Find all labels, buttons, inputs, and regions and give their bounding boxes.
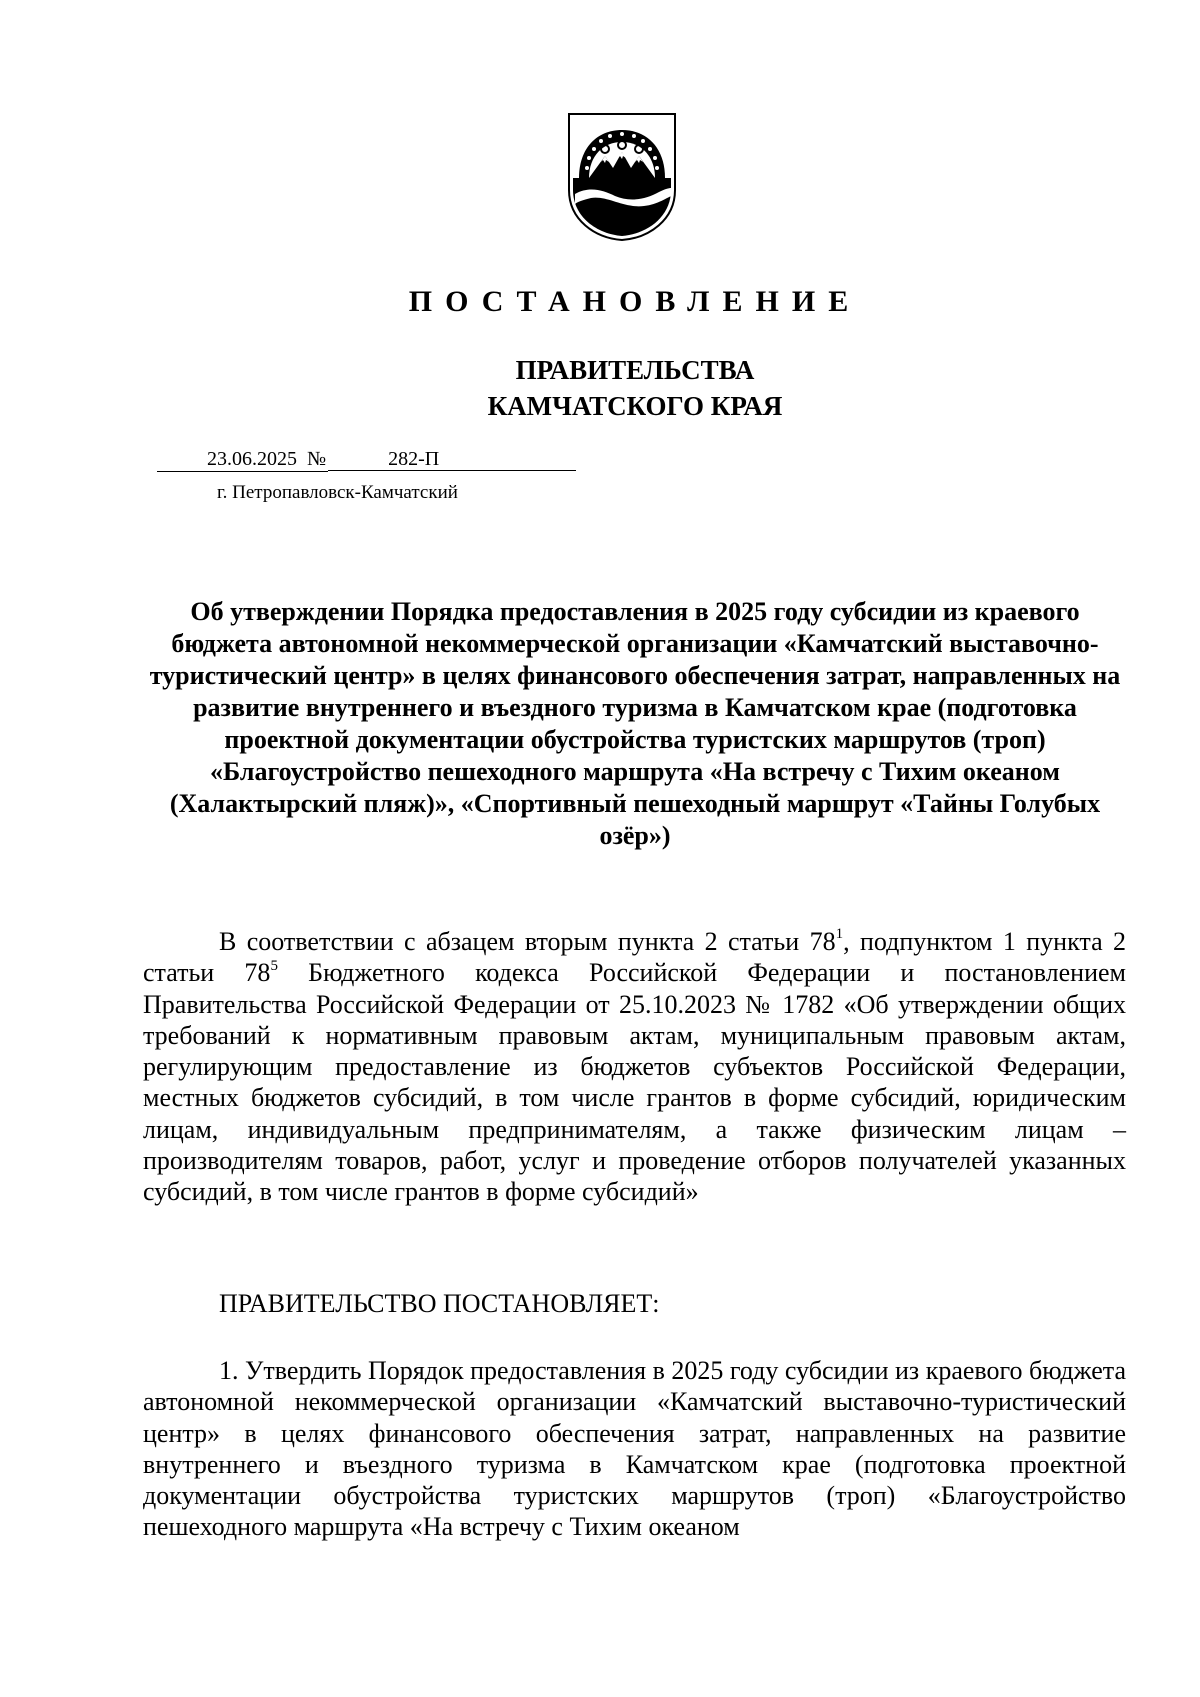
document-date: 23.06.2025 (157, 447, 305, 472)
preamble-text-3: Бюджетного кодекса Российской Федерации и постановлением Правительства Российской Федерации от 25.10.2023 № 1782 «Об утверждении общих требований к нормативным правовым актам, муниципальным правовым актам, регулирующим предоставление из бюджетов субъектов Российской Федерации, местных бюджетов субсидий, в том числе грантов в форме субсидий, юридическим лицам, индивидуальным предпринимателям, а также физическим лицам – производителям товаров, работ, услуг и проведение отборов получателей указанных субсидий, в том числе грантов в форме субсидий» (143, 958, 1126, 1207)
decree-phrase: ПРАВИТЕЛЬСТВО ПОСТАНОВЛЯЕТ: (219, 1289, 660, 1318)
preamble-text-1: В соответствии с абзацем вторым пункта 2 статьи 78 (219, 927, 836, 956)
document-number: 282-П (328, 447, 576, 471)
coat-of-arms-icon (567, 112, 677, 242)
issuer-block (0, 352, 1200, 424)
superscript-2: 5 (270, 957, 278, 974)
number-sign: № (307, 448, 327, 470)
issuer-line-2: КАМЧАТСКОГО КРАЯ (487, 391, 783, 421)
issuer-line-1: ПРАВИТЕЛЬСТВА (515, 355, 755, 385)
city-of-issue: г. Петропавловск-Камчатский (217, 482, 458, 503)
preamble-text-2: , подпунктом 1 пункта 2 статьи 78 (143, 927, 1127, 988)
date-number-line (157, 447, 576, 472)
preamble-paragraph (143, 926, 1126, 1208)
item-1-paragraph: 1. Утвердить Порядок предоставления в 2025 году субсидии из краевого бюджета автономной некоммерческой организации «Камчатский выставочно-туристический центр» в целях финансового обеспечения затрат, направленных на развитие внутреннего и въездного туризма в Камчатском крае (подготовка проектной документации обустройства туристских маршрутов (троп) «Благоустройство пешеходного маршрута «На встречу с Тихим океаном (143, 1356, 1126, 1542)
document-type-title: ПОСТАНОВЛЕНИЕ (408, 285, 862, 318)
document-subject: Об утверждении Порядка предоставления в 2025 году субсидии из краевого бюджета автономной некоммерческой организации «Камчатский выставочно-туристический центр» в целях финансового обеспечения затрат, направленных на развитие внутреннего и въездного туризма в Камчатском крае (подготовка проектной документации обустройства туристских маршрутов (троп) «Благоустройство пешеходного маршрута «На встречу с Тихим океаном (Халактырский пляж)», «Спортивный пешеходный маршрут «Тайны Голубых озёр») (149, 597, 1121, 850)
superscript-1: 1 (835, 926, 844, 943)
